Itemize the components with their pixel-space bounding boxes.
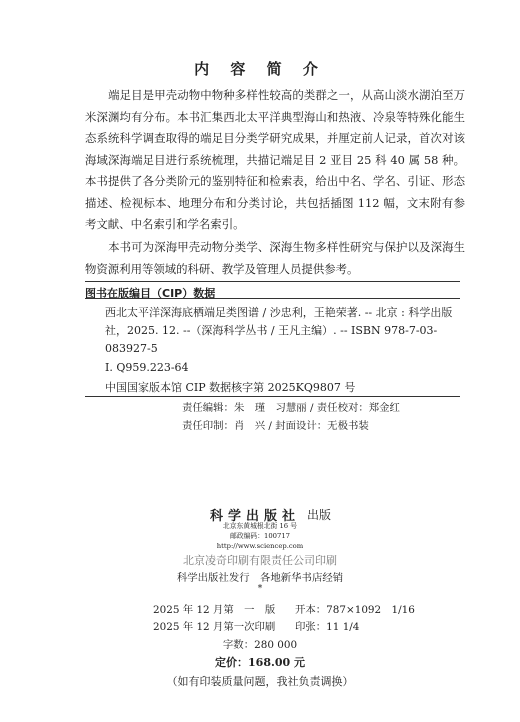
separator-star: *	[257, 584, 263, 594]
publisher-postcode: 邮政编码：100717	[230, 532, 290, 540]
cip-heading-rule	[85, 298, 460, 299]
distribution-line: 科学出版社发行 各地新华书店经销	[176, 572, 344, 584]
first-printing: 2025 年 12 月第一次印刷	[153, 621, 276, 633]
cip-record: 西北太平洋深海底栖端足类图谱 / 沙忠利，王艳荣著. -- 北京 : 科学出版社，2025. 12. --（深海科学丛书 / 王凡主编）. -- ISBN 978-7-03-083927-5	[105, 306, 453, 355]
printer-line: 北京凌奇印刷有限责任公司印刷	[183, 554, 337, 567]
book-format: 开本：787×1092 1/16	[295, 604, 415, 616]
publisher-suffix: 出版	[307, 508, 332, 522]
cip-bottom-rule	[85, 396, 460, 397]
intro-paragraph-1	[85, 85, 465, 236]
publisher-logo: 科学出版社	[210, 509, 301, 524]
cip-registration: 中国国家版本馆 CIP 数据核字第 2025KQ9807 号	[105, 381, 356, 394]
cip-heading: 图书在版编目（CIP）数据	[85, 287, 216, 300]
intro-paragraph-2-text: 本书可为深海甲壳动物分类学、深海生物多样性研究与保护以及深海生物资源利用等领域的科研、教学及管理人员提供参考。	[85, 240, 465, 276]
printed-sheets: 印张：11 1/4	[295, 621, 360, 633]
word-count: 字数：280 000	[222, 639, 298, 651]
publisher-address: 北京东黄城根北街 16 号	[222, 522, 298, 530]
credits-editors: 责任编辑：朱 瑾 习慧丽 / 责任校对：郑金红	[182, 402, 400, 414]
cip-classification: Ⅰ. Q959.223-64	[105, 361, 189, 374]
intro-paragraph-1-text: 端足目是甲壳动物中物种多样性较高的类群之一，从高山淡水湖泊至万米深渊均有分布。本书汇集西北太平洋典型海山和热液、冷泉等特殊化能生态系统科学调查取得的端足目分类学研究成果，并厘定前人记录，首次对该海域深海端足目进行系统梳理，共描记端足目 2 亚目 25 科 40 属 58 种。本书提供了各分类阶元的鉴别特征和检索表，给出中名、学名、引证、形态描述、检视标本、地理分布和分类讨论，共包括插图 112 幅，文末附有参考文献、中名索引和学名索引。	[85, 88, 465, 231]
price: 定价：168.00 元	[215, 656, 305, 669]
credits-production: 责任印制：肖 兴 / 封面设计：无极书装	[182, 420, 369, 432]
intro-title: 内 容 简 介	[194, 60, 326, 78]
cip-top-rule	[85, 281, 460, 282]
publisher-website: http://www.sciencep.com	[216, 542, 304, 550]
first-edition: 2025 年 12 月第 一 版	[153, 604, 276, 616]
intro-paragraph-2	[85, 237, 465, 280]
quality-notice: （如有印装质量问题，我社负责调换）	[166, 675, 354, 688]
